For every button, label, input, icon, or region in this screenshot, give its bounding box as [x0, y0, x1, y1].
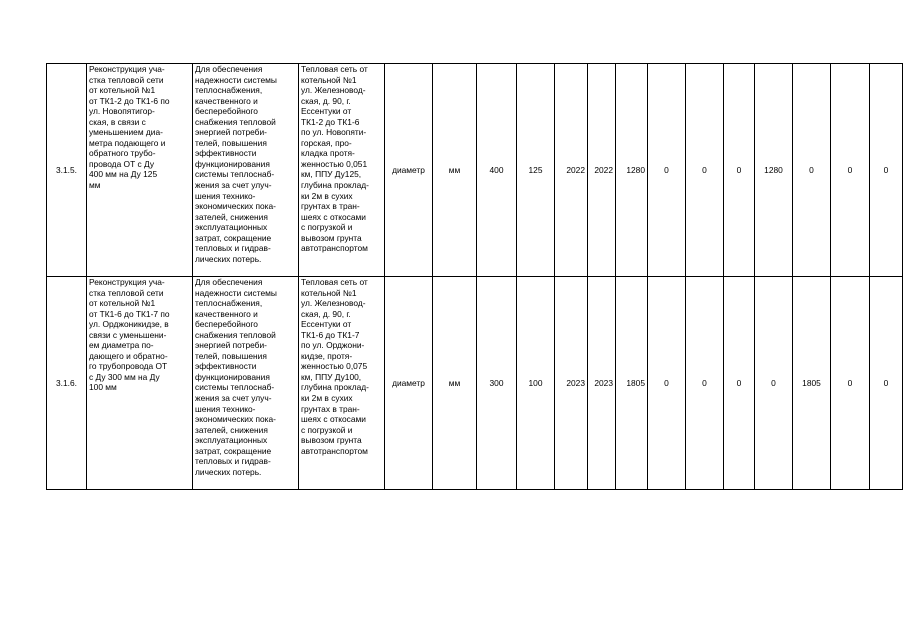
value-before: 400 [477, 64, 517, 277]
year-end: 2022 [588, 64, 616, 277]
value-before: 300 [477, 277, 517, 490]
total-cost: 1805 [616, 277, 648, 490]
year-start: 2022 [555, 64, 588, 277]
parameter: диаметр [385, 64, 433, 277]
row-number: 3.1.5. [47, 64, 87, 277]
project-description: Тепловая сеть от котельной №1 ул. Железновод- ская, д. 90, г. Ессентуки от ТК1-2 до ТК1-6 по ул. Новопяти- горская, про- кладка протя- женностью 0,051 км, ППУ Ду125, глубина проклад- ки 2м в сухих грунтах в тран- шеях с откосами с погрузкой и вывозом грунта автотранспортом [299, 64, 385, 277]
cost-cell: 1805 [793, 277, 831, 490]
project-description: Тепловая сеть от котельной №1 ул. Железновод- ская, д. 90, г. Ессентуки от ТК1-6 до ТК1-7 по ул. Орджони- кидзе, протя- женностью 0,075 км, ППУ Ду100, глубина проклад- ки 2м в сухих грунтах в тран- шеях с откосами с погрузкой и вывозом грунта автотранспортом [299, 277, 385, 490]
cost-cell: 0 [724, 64, 755, 277]
cost-cell: 0 [686, 64, 724, 277]
cost-cell: 0 [686, 277, 724, 490]
cost-cell: 0 [831, 277, 870, 490]
investment-table [46, 63, 903, 490]
cost-cell: 0 [648, 64, 686, 277]
value-after: 125 [517, 64, 555, 277]
parameter: диаметр [385, 277, 433, 490]
value-after: 100 [517, 277, 555, 490]
table-row [47, 277, 903, 490]
cost-cell: 1280 [755, 64, 793, 277]
cost-cell: 0 [793, 64, 831, 277]
cost-cell: 0 [870, 64, 903, 277]
cost-cell: 0 [724, 277, 755, 490]
total-cost: 1280 [616, 64, 648, 277]
year-end: 2023 [588, 277, 616, 490]
project-name: Реконструкция уча- стка тепловой сети от котельной №1 от ТК1-2 до ТК1-6 по ул. Новопятигор- ская, в связи с уменьшением диа- метра подающего и обратного трубо- провода ОТ с Ду 400 мм на Ду 125 мм [87, 64, 193, 277]
cost-cell: 0 [755, 277, 793, 490]
project-name: Реконструкция уча- стка тепловой сети от котельной №1 от ТК1-6 до ТК1-7 по ул. Орджоникидзе, в связи с уменьшени- ем диаметра по- дающего и обратно- го трубопровода ОТ с Ду 300 мм на Ду 100 мм [87, 277, 193, 490]
cost-cell: 0 [870, 277, 903, 490]
year-start: 2023 [555, 277, 588, 490]
unit: мм [433, 277, 477, 490]
unit: мм [433, 64, 477, 277]
cost-cell: 0 [648, 277, 686, 490]
project-purpose: Для обеспечения надежности системы теплоснабжения, качественного и бесперебойного снабжения тепловой энергией потреби- телей, повышения эффективности функционирования системы теплоснаб- жения за счет улуч- шения технико- экономических пока- зателей, снижения эксплуатационных затрат, сокращение тепловых и гидрав- лических потерь. [193, 277, 299, 490]
project-purpose: Для обеспечения надежности системы теплоснабжения, качественного и бесперебойного снабжения тепловой энергией потреби- телей, повышения эффективности функционирования системы теплоснаб- жения за счет улуч- шения технико- экономических пока- зателей, снижения эксплуатационных затрат, сокращение тепловых и гидрав- лических потерь. [193, 64, 299, 277]
table-row [47, 64, 903, 277]
cost-cell: 0 [831, 64, 870, 277]
row-number: 3.1.6. [47, 277, 87, 490]
